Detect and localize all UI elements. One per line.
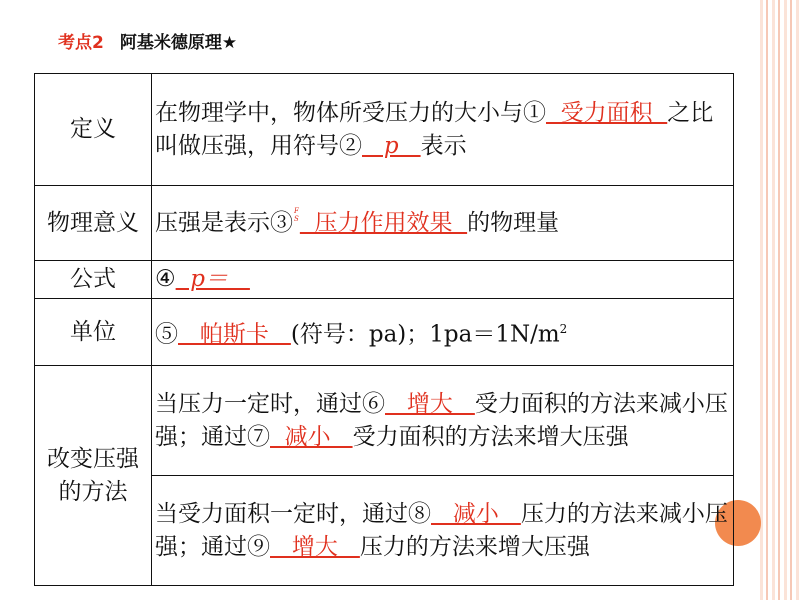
superscript: 2 — [559, 321, 568, 336]
row-content-meaning — [152, 186, 734, 261]
table-row — [35, 74, 734, 186]
text: 在物理学中，物体所受压力的大小与① — [155, 99, 546, 126]
text: ④ — [155, 266, 176, 292]
answer-5: 帕斯卡 — [178, 321, 291, 348]
row-label-methods: 改变压强的方法 — [35, 366, 152, 586]
text: ⑤ — [155, 321, 178, 348]
text: 当受力面积一定时，通过⑧ — [155, 500, 431, 527]
table-row — [35, 261, 734, 299]
text: 压力的方法来减小压强；通过⑨ — [155, 500, 728, 560]
answer-9: 增大 — [270, 533, 360, 560]
answer-4: p＝ — [175, 266, 250, 292]
text: 压强是表示③ — [155, 209, 293, 236]
text: 的物理量 — [467, 209, 560, 236]
row-label-definition: 定义 — [35, 74, 152, 186]
row-label-formula: 公式 — [35, 261, 152, 299]
row-content-formula — [152, 261, 734, 299]
text: 表示 — [420, 132, 467, 159]
section-heading — [58, 28, 237, 53]
decorative-stripes — [760, 0, 800, 600]
row-label-unit: 单位 — [35, 299, 152, 366]
answer-6: 增大 — [385, 390, 475, 417]
row-content-unit — [152, 299, 734, 366]
text: 当压力一定时，通过⑥ — [155, 390, 385, 417]
heading-tag: 考点2 — [58, 33, 104, 53]
knowledge-table — [34, 73, 734, 586]
frac-num: F — [294, 206, 299, 215]
table-row — [35, 299, 734, 366]
text: 压力的方法来增大压强 — [359, 533, 590, 560]
table-row — [35, 186, 734, 261]
answer-8: 减小 — [431, 500, 521, 527]
answer-1: 受力面积 — [546, 99, 668, 126]
row-content-methods-1 — [152, 366, 734, 476]
answer-7: 减小 — [270, 423, 353, 450]
text: (符号：pa)；1pa＝1N/m — [290, 321, 560, 348]
heading-title: 阿基米德原理★ — [119, 33, 238, 53]
text: 受力面积的方法来减小压强；通过⑦ — [155, 390, 728, 450]
answer-2: p — [362, 132, 421, 159]
answer-3: 压力作用效果 — [299, 209, 468, 236]
fraction-fs — [294, 207, 299, 223]
text: 受力面积的方法来增大压强 — [352, 423, 629, 450]
row-label-meaning: 物理意义 — [35, 186, 152, 261]
table-row — [35, 366, 734, 476]
row-content-definition — [152, 74, 734, 186]
row-content-methods-2 — [152, 476, 734, 586]
frac-den: S — [294, 214, 299, 223]
text: 之比叫做压强，用符号② — [155, 99, 714, 159]
